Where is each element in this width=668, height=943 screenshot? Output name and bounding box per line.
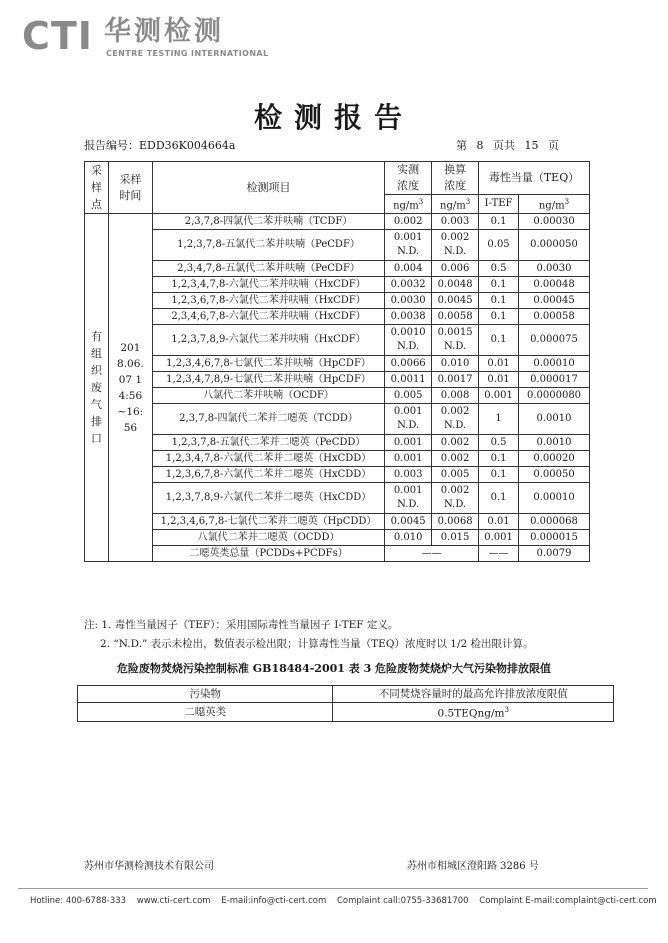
table-row bbox=[85, 404, 590, 435]
converted-value: 0.0068 bbox=[432, 514, 479, 530]
table-row bbox=[85, 309, 590, 325]
report-number-value: EDD36K004664a bbox=[139, 139, 236, 152]
itef-value: 0.05 bbox=[479, 230, 519, 261]
header-teq: 毒性当量（TEQ） bbox=[479, 162, 590, 195]
measured-value: 0.001 bbox=[385, 451, 432, 467]
item-name: 1,2,3,7,8,9-六氯代二苯并呋喃（HxCDF） bbox=[152, 325, 384, 356]
converted-value: 0.006 bbox=[432, 261, 479, 277]
item-name: 2,3,4,6,7,8-六氯代二苯并呋喃（HxCDF） bbox=[152, 309, 384, 325]
measured-value: 0.002 bbox=[385, 214, 432, 230]
table-row bbox=[85, 356, 590, 372]
converted-value: 0.008 bbox=[432, 388, 479, 404]
table-row bbox=[85, 293, 590, 309]
measured-value: 0.0045 bbox=[385, 514, 432, 530]
limit-header-pollutant: 污染物 bbox=[78, 686, 333, 703]
measured-value: 0.0011 bbox=[385, 372, 432, 388]
itef-value: 0.01 bbox=[479, 514, 519, 530]
converted-value: 0.002 N.D. bbox=[432, 230, 479, 261]
itef-value: —— bbox=[479, 546, 519, 562]
table-row bbox=[85, 230, 590, 261]
itef-value: 0.1 bbox=[479, 214, 519, 230]
converted-value: 0.0045 bbox=[432, 293, 479, 309]
notes bbox=[84, 616, 534, 654]
table-row bbox=[85, 514, 590, 530]
item-name: 1,2,3,7,8,9-六氯代二苯并二噁英（HxCDD） bbox=[152, 483, 384, 514]
measured-value: 0.001 bbox=[385, 435, 432, 451]
header-converted: 换算浓度 bbox=[432, 162, 479, 195]
item-name: 1,2,3,6,7,8-六氯代二苯并二噁英（HxCDD） bbox=[152, 467, 384, 483]
measured-value: 0.005 bbox=[385, 388, 432, 404]
table-row bbox=[85, 530, 590, 546]
sampling-site: 有组织废气排口 bbox=[85, 214, 109, 562]
table-row bbox=[85, 325, 590, 356]
teq-value: 0.00058 bbox=[519, 309, 590, 325]
footer-hotline: Hotline: 400-6788-333 bbox=[30, 896, 127, 906]
page-total: 15 bbox=[524, 139, 539, 152]
itef-value: 0.01 bbox=[479, 372, 519, 388]
measured-value: 0.0010 N.D. bbox=[385, 325, 432, 356]
converted-value: 0.015 bbox=[432, 530, 479, 546]
header-measured: 实测浓度 bbox=[385, 162, 432, 195]
header-unit-converted: $ng/m^3$ bbox=[432, 195, 479, 214]
measured-value: 0.001 N.D. bbox=[385, 230, 432, 261]
converted-value: 0.010 bbox=[432, 356, 479, 372]
item-name: 2,3,4,7,8-五氯代二苯并呋喃（PeCDF） bbox=[152, 261, 384, 277]
measured-value: 0.001 N.D. bbox=[385, 404, 432, 435]
converted-value: 0.002 bbox=[432, 451, 479, 467]
teq-value: 0.00048 bbox=[519, 277, 590, 293]
itef-value: 0.1 bbox=[479, 309, 519, 325]
teq-value: 0.00030 bbox=[519, 214, 590, 230]
logo-letters: CTI bbox=[22, 14, 93, 58]
itef-value: 0.1 bbox=[479, 451, 519, 467]
page-number: 8 bbox=[476, 139, 484, 152]
converted-value: 0.005 bbox=[432, 467, 479, 483]
item-name: 2,3,7,8-四氯代二苯并呋喃（TCDF） bbox=[152, 214, 384, 230]
teq-value: 0.00050 bbox=[519, 467, 590, 483]
item-name: 1,2,3,4,6,7,8-七氯代二苯并呋喃（HpCDF） bbox=[152, 356, 384, 372]
converted-value: 0.002 N.D. bbox=[432, 404, 479, 435]
teq-value: 0.00010 bbox=[519, 483, 590, 514]
item-name: 2,3,7,8-四氯代二苯并二噁英（TCDD） bbox=[152, 404, 384, 435]
converted-value: 0.0017 bbox=[432, 372, 479, 388]
report-number bbox=[84, 137, 235, 153]
teq-value: 0.000015 bbox=[519, 530, 590, 546]
report-number-label: 报告编号： bbox=[84, 139, 139, 152]
header-site: 采样点 bbox=[85, 162, 109, 214]
item-name: 八氯代二苯并呋喃（OCDF） bbox=[152, 388, 384, 404]
table-row bbox=[85, 388, 590, 404]
header-itef: I-TEF bbox=[479, 195, 519, 214]
standard-title: 危险废物焚烧污染控制标准 GB18484-2001 表 3 危险废物焚烧炉大气污染物排放限值 bbox=[116, 662, 552, 675]
table-row bbox=[85, 435, 590, 451]
item-name: 1,2,3,7,8-五氯代二苯并二噁英（PeCDD） bbox=[152, 435, 384, 451]
limit-pollutant: 二噁英类 bbox=[78, 703, 333, 722]
measured-converted: —— bbox=[385, 546, 479, 562]
item-name: 1,2,3,7,8-五氯代二苯并呋喃（PeCDF） bbox=[152, 230, 384, 261]
itef-value: 0.5 bbox=[479, 435, 519, 451]
itef-value: 0.1 bbox=[479, 483, 519, 514]
limit-value: $0.5TEQng/m^3$ bbox=[333, 703, 614, 722]
item-name: 1,2,3,4,7,8,9-七氯代二苯并呋喃（HpCDF） bbox=[152, 372, 384, 388]
teq-value: 0.0079 bbox=[519, 546, 590, 562]
logo-chinese-name: 华测检测 bbox=[104, 16, 224, 47]
item-name: 二噁英类总量（PCDDs+PCDFs） bbox=[152, 546, 384, 562]
itef-value: 0.5 bbox=[479, 261, 519, 277]
table-row bbox=[85, 372, 590, 388]
measured-value: 0.0066 bbox=[385, 356, 432, 372]
table-row bbox=[85, 214, 590, 230]
header-item: 检测项目 bbox=[152, 162, 384, 214]
results-table bbox=[84, 161, 590, 562]
table-row bbox=[85, 483, 590, 514]
itef-value: 0.001 bbox=[479, 388, 519, 404]
footer-website: www.cti-cert.com bbox=[136, 896, 211, 906]
itef-value: 0.1 bbox=[479, 293, 519, 309]
teq-value: 0.000075 bbox=[519, 325, 590, 356]
itef-value: 0.001 bbox=[479, 530, 519, 546]
footer-complaint-call: Complaint call:0755-33681700 bbox=[336, 896, 469, 906]
measured-value: 0.010 bbox=[385, 530, 432, 546]
measured-value: 0.0030 bbox=[385, 293, 432, 309]
converted-value: 0.002 N.D. bbox=[432, 483, 479, 514]
item-name: 1,2,3,4,7,8-六氯代二苯并二噁英（HxCDD） bbox=[152, 451, 384, 467]
teq-value: 0.00010 bbox=[519, 356, 590, 372]
page-mid: 页共 bbox=[493, 139, 515, 152]
header-unit-teq: $ng/m^3$ bbox=[519, 195, 590, 214]
teq-value: 0.00045 bbox=[519, 293, 590, 309]
header-unit-measured: $ng/m^3$ bbox=[385, 195, 432, 214]
logo-english-name: CENTRE TESTING INTERNATIONAL bbox=[106, 49, 269, 58]
table-row bbox=[85, 277, 590, 293]
measured-value: 0.0032 bbox=[385, 277, 432, 293]
itef-value: 0.1 bbox=[479, 325, 519, 356]
teq-value: 0.000017 bbox=[519, 372, 590, 388]
footer-complaint-email: Complaint E-mail:complaint@cti-cert.com bbox=[479, 896, 657, 906]
footer bbox=[30, 896, 665, 906]
teq-value: 0.000050 bbox=[519, 230, 590, 261]
company-name: 苏州市华测检测技术有限公司 bbox=[84, 861, 214, 872]
converted-value: 0.0058 bbox=[432, 309, 479, 325]
teq-value: 0.0010 bbox=[519, 404, 590, 435]
item-name: 1,2,3,4,6,7,8-七氯代二苯并二噁英（HpCDD） bbox=[152, 514, 384, 530]
itef-value: 0.1 bbox=[479, 277, 519, 293]
note-1: 注: 1. 毒性当量因子（TEF）：采用国际毒性当量因子 I-TEF 定义。 bbox=[84, 619, 399, 631]
page-info bbox=[456, 137, 565, 153]
teq-value: 0.00020 bbox=[519, 451, 590, 467]
converted-value: 0.0015 N.D. bbox=[432, 325, 479, 356]
teq-value: 0.0030 bbox=[519, 261, 590, 277]
report-title: 检测报告 bbox=[253, 101, 414, 134]
item-name: 1,2,3,4,7,8-六氯代二苯并呋喃（HxCDF） bbox=[152, 277, 384, 293]
teq-value: 0.0010 bbox=[519, 435, 590, 451]
note-2: 2. “N.D.” 表示未检出，数值表示检出限；计算毒性当量（TEQ）浓度时以 1/2 检出限计算。 bbox=[100, 638, 534, 650]
footer-divider bbox=[18, 888, 648, 889]
table-row bbox=[85, 451, 590, 467]
measured-value: 0.0038 bbox=[385, 309, 432, 325]
converted-value: 0.002 bbox=[432, 435, 479, 451]
header-time: 采样时间 bbox=[108, 162, 152, 214]
itef-value: 1 bbox=[479, 404, 519, 435]
company-address: 苏州市相城区澄阳路 3286 号 bbox=[407, 861, 539, 872]
measured-value: 0.003 bbox=[385, 467, 432, 483]
item-name: 八氯代二苯并二噁英（OCDD） bbox=[152, 530, 384, 546]
page-prefix: 第 bbox=[456, 139, 467, 152]
table-row bbox=[85, 261, 590, 277]
table-row bbox=[85, 467, 590, 483]
measured-value: 0.001 N.D. bbox=[385, 483, 432, 514]
limit-table bbox=[77, 685, 614, 722]
page-suffix: 页 bbox=[548, 139, 559, 152]
itef-value: 0.01 bbox=[479, 356, 519, 372]
converted-value: 0.0048 bbox=[432, 277, 479, 293]
itef-value: 0.1 bbox=[479, 467, 519, 483]
limit-header-limit: 不同焚烧容量时的最高允许排放浓度限值 bbox=[333, 686, 614, 703]
teq-value: 0.000068 bbox=[519, 514, 590, 530]
table-row bbox=[85, 546, 590, 562]
footer-email: E-mail:info@cti-cert.com bbox=[221, 896, 327, 906]
sampling-time: 2018.06.07 14:56~16:56 bbox=[108, 214, 152, 562]
item-name: 1,2,3,6,7,8-六氯代二苯并呋喃（HxCDF） bbox=[152, 293, 384, 309]
converted-value: 0.003 bbox=[432, 214, 479, 230]
teq-value: 0.0000080 bbox=[519, 388, 590, 404]
measured-value: 0.004 bbox=[385, 261, 432, 277]
